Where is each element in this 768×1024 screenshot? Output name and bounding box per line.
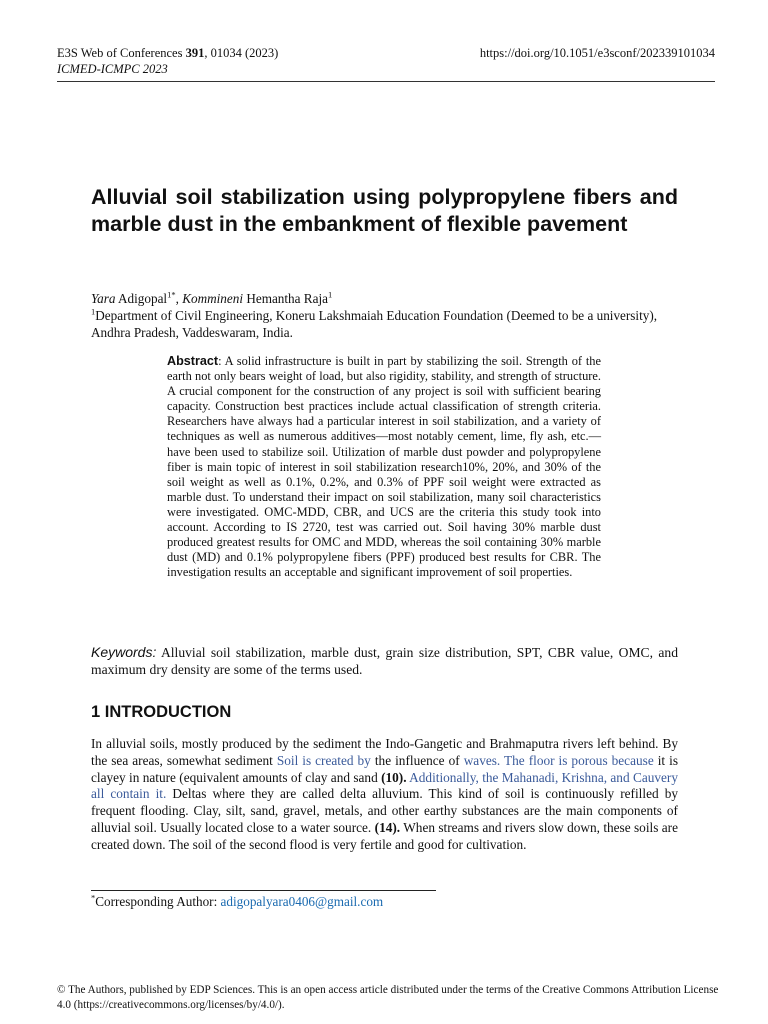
paper-title: Alluvial soil stabilization using polypropylene fibers and marble dust in the embankment of flexible pavement bbox=[91, 185, 678, 236]
author-email-link[interactable]: adigopalyara0406@gmail.com bbox=[220, 894, 384, 909]
section-heading: 1 INTRODUCTION bbox=[91, 703, 232, 721]
citation-ref: (10). bbox=[381, 769, 407, 785]
journal-citation: E3S Web of Conferences 391, 01034 (2023) bbox=[57, 46, 279, 60]
keywords bbox=[91, 644, 678, 678]
header-divider bbox=[57, 81, 715, 82]
author-list: Yara Adigopal$^{1*}$, Kommineni Hemantha Raja$^1$ bbox=[91, 289, 333, 306]
introduction-paragraph: In alluvial soils, mostly produced by the sediment the Indo-Gangetic and Brahmaputra rivers left behind. By the sea areas, somewhat sediment Soil is created by the influence of waves. The floor is porous because it is clayey in nature (equivalent amounts of clay and sand (10). Additionally, the Mahanadi, Krishna, and Cauvery all contain it. Deltas where they are called delta alluvium. This kind of soil is continuously refilled by frequent flooding. Clay, silt, sand, gravel, metals, and other earthy substances are the main components of alluvial soil. Usually located close to a water source. (14). When streams and rivers slow down, these soils are created down. The soil of the second flood is very fertile and good for cultivation. bbox=[91, 736, 679, 852]
abstract bbox=[167, 354, 601, 580]
abstract-text: : A solid infrastructure is built in part by stabilizing the soil. Strength of the earth not only bears weight of load, but also rigidity, stability, and strength of structure. A crucial component for the construction of any project is soil with sufficient bearing capacity. Construction best practices include actual classification of strength criteria. Researchers have always had a particular interest in soil stabilization, and a variety of techniques as well as numerous additives—most notably cement, lime, fly ash, etc.—have been used to stabilize soil. Utilization of marble dust powder and polypropylene fiber is main topic of interest in soil stabilization research10%, 20%, and 30% of the soil weight as well as 0.1%, 0.2%, and 0.3% of PPF soil weight were extracted as marble dust. To understand their impact on soil stabilization, many soil characteristics were investigated. OMC-MDD, CBR, and UCS are the criteria this study took into account. According to IS 2720, test was carried out. Soil having 30% marble dust produced greatest results for OMC and MDD, whereas the soil containing 30% marble dust (MD) and 0.1% polypropylene fibers (PPF) produced best results for CBR. The investigation results an acceptable and significant improvement of soil properties. bbox=[167, 354, 601, 580]
keywords-text: Alluvial soil stabilization, marble dust, grain size distribution, SPT, CBR value, OMC, and maximum dry density are some of the terms used. bbox=[91, 645, 678, 677]
conference-name: ICMED-ICMPC 2023 bbox=[57, 62, 168, 76]
affiliation: $^1$Department of Civil Engineering, Koneru Lakshmaiah Education Foundation (Deemed to be a university), Andhra Pradesh, Vaddeswaram, India. bbox=[91, 306, 658, 340]
keywords-label: Keywords: bbox=[91, 644, 157, 660]
license-notice: © The Authors, published by EDP Sciences. This is an open access article distributed under the terms of the Creative Commons Attribution License 4.0 (https://creativecommons.org/licenses/by/4.0/). bbox=[57, 984, 719, 1011]
abstract-label: Abstract bbox=[167, 354, 219, 368]
running-header bbox=[57, 46, 715, 61]
doi-link[interactable]: https://doi.org/10.1051/e3sconf/202339101034 bbox=[479, 46, 715, 60]
corresponding-author-note: *Corresponding Author: adigopalyara0406@gmail.com bbox=[91, 892, 384, 909]
citation-ref: (14). bbox=[374, 819, 401, 835]
footnote-divider bbox=[91, 890, 436, 891]
